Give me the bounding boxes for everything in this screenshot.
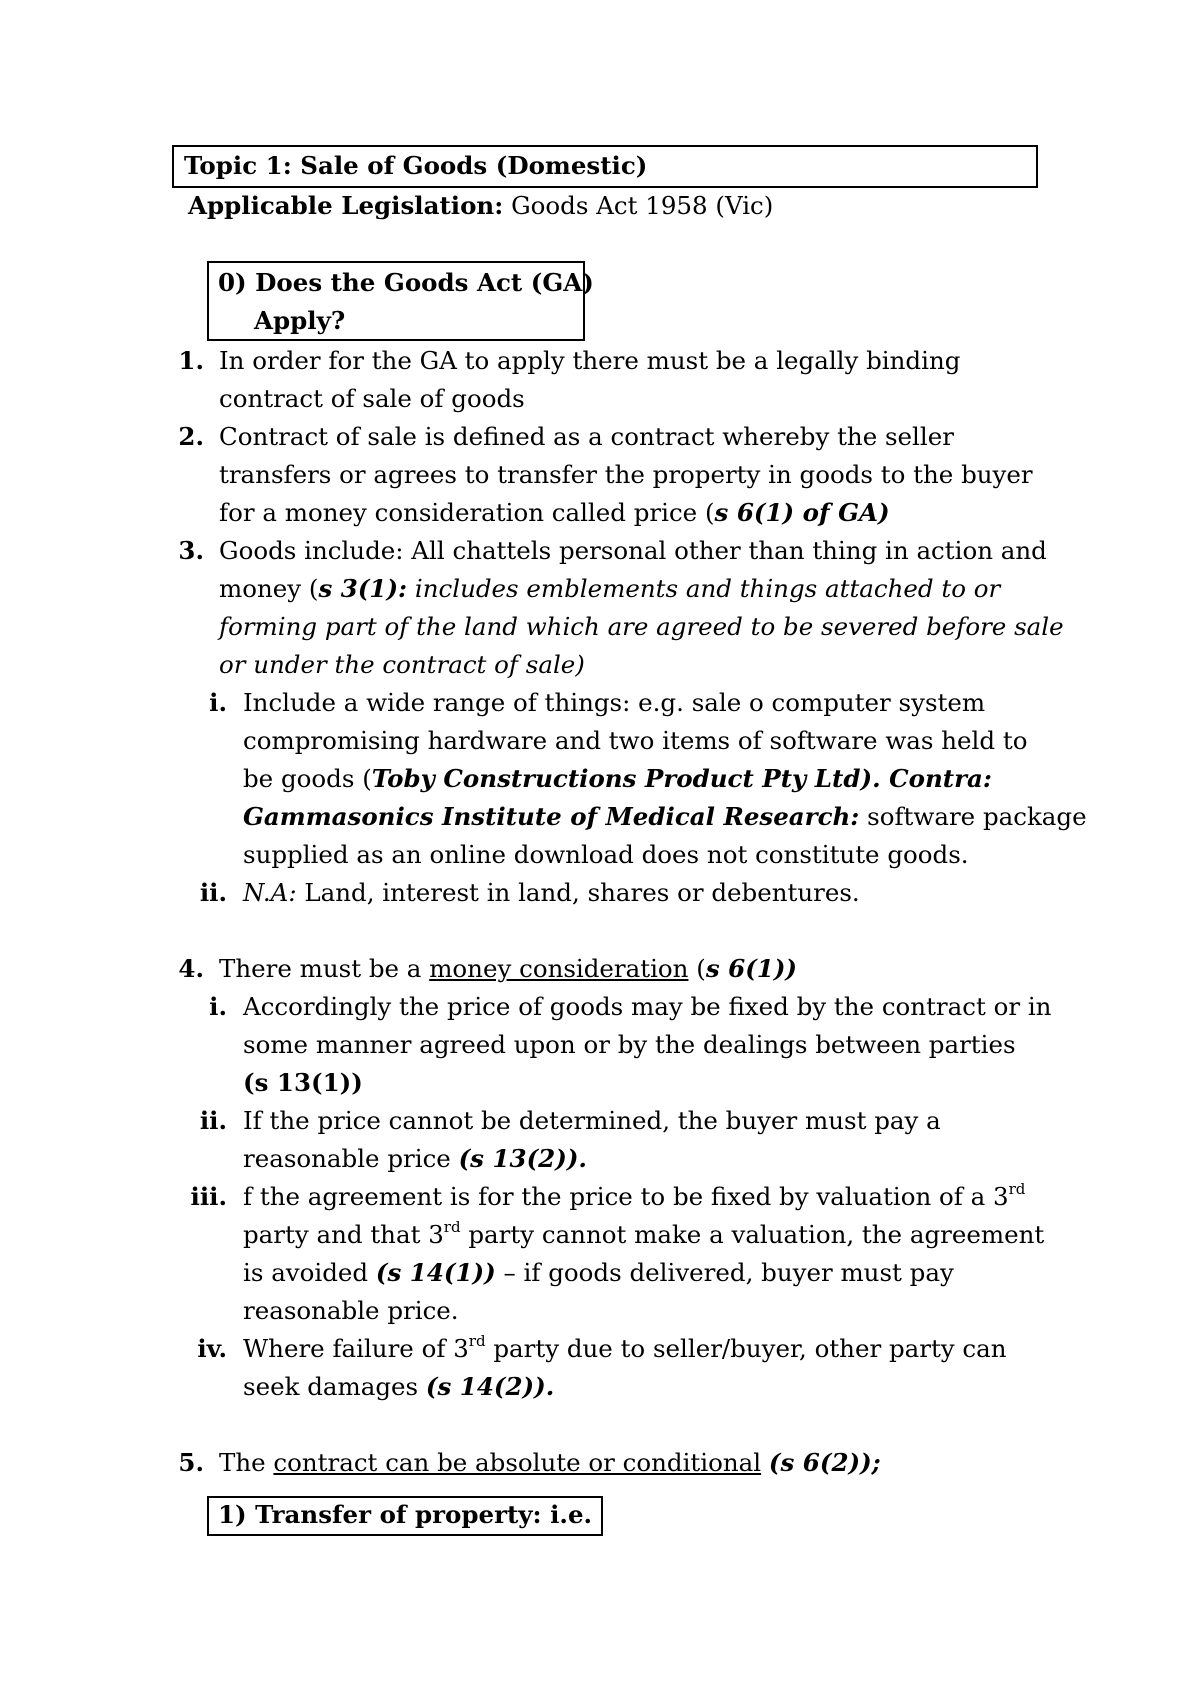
item-3-line4: or under the contract of sale) bbox=[219, 650, 585, 679]
item-4-iii-line2 bbox=[243, 1216, 1044, 1254]
item-2-line2: transfers or agrees to transfer the property in goods to the buyer bbox=[219, 460, 1033, 489]
item-4-i-line2: some manner agreed upon or by the dealings between parties bbox=[243, 1030, 1016, 1059]
item-4-ii-line2 bbox=[243, 1140, 587, 1178]
item-2-line3 bbox=[219, 494, 890, 532]
item-2-citation: s 6(1) of GA) bbox=[714, 498, 890, 527]
item-4-citation: s 6(1)) bbox=[705, 954, 798, 983]
item-4-iii-line1 bbox=[243, 1178, 1025, 1216]
item-4-iii-line2-a: party and that 3 bbox=[243, 1220, 444, 1249]
item-5-space bbox=[761, 1448, 769, 1477]
item-1-line2: contract of sale of goods bbox=[219, 384, 525, 413]
item-5-number: 5. bbox=[178, 1448, 204, 1477]
item-3-i-line4-text: software package bbox=[859, 802, 1087, 831]
item-3-i-line4 bbox=[243, 798, 1087, 836]
item-1-line1: In order for the GA to apply there must be a legally binding bbox=[219, 346, 961, 375]
item-4-iii-line2-sup: rd bbox=[443, 1217, 461, 1236]
item-1-number: 1. bbox=[178, 346, 204, 375]
item-3-citation: s 3(1): bbox=[318, 574, 408, 603]
item-4-iv-line1-sup: rd bbox=[468, 1331, 486, 1350]
section-1-title: 1) Transfer of property: i.e. bbox=[218, 1500, 593, 1529]
item-5-underlined: contract can be absolute or conditional bbox=[273, 1448, 762, 1477]
item-3-ii-number: ii. bbox=[199, 878, 227, 907]
item-4-ii-number: ii. bbox=[199, 1106, 227, 1135]
topic-heading: Topic 1: Sale of Goods (Domestic) bbox=[184, 151, 648, 180]
legislation-label: Applicable Legislation: bbox=[188, 191, 504, 220]
item-4-iv-line2-a: seek damages bbox=[243, 1372, 426, 1401]
item-2-number: 2. bbox=[178, 422, 204, 451]
item-2-line3-text: for a money consideration called price ( bbox=[219, 498, 715, 527]
item-3-line1: Goods include: All chattels personal other than thing in action and bbox=[219, 536, 1047, 565]
item-4-iii-line3 bbox=[243, 1254, 954, 1292]
item-4-ii-line2-text: reasonable price bbox=[243, 1144, 459, 1173]
item-4-iv-line1 bbox=[243, 1330, 1007, 1368]
item-4-number: 4. bbox=[178, 954, 204, 983]
item-4-ii-line1: If the price cannot be determined, the buyer must pay a bbox=[243, 1106, 941, 1135]
item-4-paren: ( bbox=[688, 954, 706, 983]
item-3-ii-line1 bbox=[243, 874, 860, 912]
item-3-i-line3 bbox=[243, 760, 992, 798]
item-4-iii-line4: reasonable price. bbox=[243, 1296, 459, 1325]
item-5-line1 bbox=[219, 1444, 881, 1482]
item-4-iii-line3-a: is avoided bbox=[243, 1258, 376, 1287]
legislation-value: Goods Act 1958 (Vic) bbox=[511, 191, 774, 220]
item-3-i-number: i. bbox=[209, 688, 227, 717]
item-5-citation: (s 6(2)); bbox=[768, 1448, 881, 1477]
item-4-money-consideration: money consideration bbox=[429, 954, 689, 983]
section-0-title-line2: Apply? bbox=[254, 306, 346, 335]
item-4-i-line3: (s 13(1)) bbox=[243, 1068, 363, 1097]
item-3-i-case-toby: Toby Constructions Product Pty Ltd). Contra: bbox=[371, 764, 992, 793]
item-4-iv-citation: (s 14(2)). bbox=[425, 1372, 555, 1401]
item-3-i-case-gammasonics: Gammasonics Institute of Medical Research: bbox=[243, 802, 860, 831]
item-3-line2-text: money ( bbox=[219, 574, 319, 603]
item-3-line3: forming part of the land which are agreed to be severed before sale bbox=[219, 612, 1064, 641]
item-4-iii-line3-c: – if goods delivered, buyer must pay bbox=[495, 1258, 954, 1287]
item-3-i-line1: Include a wide range of things: e.g. sale o computer system bbox=[243, 688, 986, 717]
item-4-i-line1: Accordingly the price of goods may be fixed by the contract or in bbox=[243, 992, 1052, 1021]
item-3-ii-text: Land, interest in land, shares or debentures. bbox=[296, 878, 860, 907]
item-3-ii-na: N.A: bbox=[243, 878, 297, 907]
item-4-iv-line1-a: Where failure of 3 bbox=[243, 1334, 469, 1363]
item-3-i-line5: supplied as an online download does not constitute goods. bbox=[243, 840, 969, 869]
item-4-ii-citation: (s 13(2)). bbox=[458, 1144, 587, 1173]
item-4-iii-line1-sup: rd bbox=[1008, 1179, 1026, 1198]
section-0-title-line1: 0) Does the Goods Act (GA) bbox=[218, 268, 594, 297]
item-4-iii-number: iii. bbox=[190, 1182, 227, 1211]
item-4-text: There must be a bbox=[219, 954, 430, 983]
item-3-line2-italic: includes emblements and things attached to or bbox=[407, 574, 1001, 603]
item-4-iii-line2-b: party cannot make a valuation, the agreement bbox=[460, 1220, 1045, 1249]
item-3-i-line3-text: be goods ( bbox=[243, 764, 372, 793]
item-2-line1: Contract of sale is defined as a contract whereby the seller bbox=[219, 422, 954, 451]
item-4-iii-citation: (s 14(1)) bbox=[375, 1258, 496, 1287]
item-4-iii-line1-text: f the agreement is for the price to be fixed by valuation of a 3 bbox=[243, 1182, 1009, 1211]
item-5-text: The bbox=[219, 1448, 274, 1477]
applicable-legislation bbox=[188, 187, 773, 225]
item-3-i-line2: compromising hardware and two items of software was held to bbox=[243, 726, 1028, 755]
item-4-line1 bbox=[219, 950, 797, 988]
item-3-line2 bbox=[219, 570, 1000, 608]
item-4-iv-number: iv. bbox=[197, 1334, 227, 1363]
item-4-iv-line1-b: party due to seller/buyer, other party can bbox=[485, 1334, 1007, 1363]
item-3-number: 3. bbox=[178, 536, 204, 565]
item-4-iv-line2 bbox=[243, 1368, 554, 1406]
item-4-i-number: i. bbox=[209, 992, 227, 1021]
